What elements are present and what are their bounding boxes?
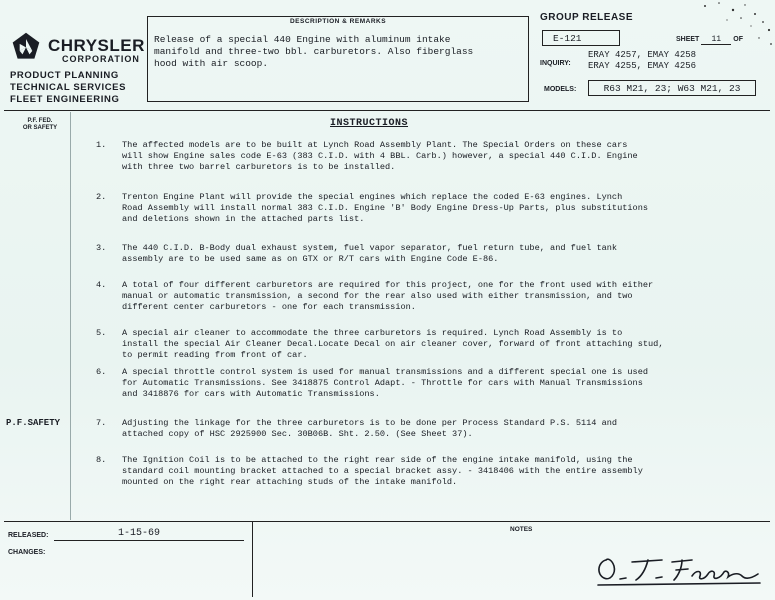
description-box <box>147 16 529 102</box>
inquiry-label: INQUIRY: <box>540 60 571 67</box>
chrysler-logo-block <box>10 28 145 108</box>
pentastar-icon <box>12 32 40 60</box>
item-text: The 440 C.I.D. B-Body dual exhaust system, fuel vapor separator, fuel return tube, and fuel tank assembly are to be used same as on GTX or R/T cars with Engine Code E-86. <box>122 243 618 264</box>
header-divider <box>4 110 770 111</box>
brand-sub: CORPORATION <box>62 54 140 64</box>
item-text: The affected models are to be built at Lynch Road Assembly Plant. The Special Orders on these cars will show Engine sales code E-63 (383 C.I.D. with 4 BBL. Carb.) however, a special 440 C.I.D. Engine with three two barrel carburetors is to be installed. <box>122 140 638 172</box>
pf-safety-header: P.F. FED. OR SAFETY <box>22 118 58 131</box>
sheet-label: SHEET <box>676 36 700 43</box>
item-number: 1. <box>96 140 107 150</box>
item-text: Adjusting the linkage for the three carburetors is to be done per Process Standard P.S. 5114 and attached copy of HSC 2925900 Sec. 30B06B. Sht. 2.50. (See Sheet 37). <box>122 418 618 439</box>
group-release-label: GROUP RELEASE <box>540 12 633 23</box>
item-number: 4. <box>96 280 107 290</box>
pf-safety-marker: P.F.SAFETY <box>6 418 61 428</box>
left-column-divider <box>70 112 71 520</box>
sheet-indicator <box>676 35 743 45</box>
scan-speckle <box>685 0 775 55</box>
models-value: R63 M21, 23; W63 M21, 23 <box>588 80 756 96</box>
description-text: Release of a special 440 Engine with aluminum intake manifold and three-two bbl. carburetors. Also fiberglass hood with air scoop. <box>154 34 474 69</box>
notes-divider <box>252 521 253 597</box>
item-text: A total of four different carburetors are required for this project, one for the front used with either manual or automatic transmission, a second for the rear also used with either transmission, and two different center carburetors - one for each transmission. <box>122 280 654 312</box>
item-text: Trenton Engine Plant will provide the special engines which replace the coded E-63 engines. Lynch Road Assembly will install normal 383 C.I.D. Engine 'B' Body Engine Dress-Up Parts, plus substitutions and deletions shown in the attached parts list. <box>122 192 649 224</box>
inquiry-value: ERAY 4257, EMAY 4258 ERAY 4255, EMAY 4256 <box>588 50 697 71</box>
item-text: A special throttle control system is used for manual transmissions and a different special one is used for Automatic Transmissions. See 3418875 Control Adapt. - Throttle for cars with Manual Transmissions and 3418876 for cars with Automatic Transmissions. <box>122 367 649 399</box>
item-number: 5. <box>96 328 107 338</box>
item-number: 3. <box>96 243 107 253</box>
changes-label: CHANGES: <box>8 549 46 556</box>
item-number: 8. <box>96 455 107 465</box>
brand-name: CHRYSLER <box>48 36 145 55</box>
description-label: DESCRIPTION & REMARKS <box>289 18 387 25</box>
handwritten-signature <box>592 552 764 588</box>
released-underline <box>54 540 244 541</box>
dept-fleet-engineering: FLEET ENGINEERING <box>10 94 120 105</box>
dept-technical-services: TECHNICAL SERVICES <box>10 82 127 93</box>
sheet-number: 11 <box>701 35 731 45</box>
instructions-title: INSTRUCTIONS <box>330 118 409 129</box>
item-text: A special air cleaner to accommodate the three carburetors is required. Lynch Road Assembly is to install the special Air Cleaner Decal.Locate Decal on air cleaner cover, forward of front attaching stud, to permit reading from front of car. <box>122 328 664 360</box>
dept-product-planning: PRODUCT PLANNING <box>10 70 119 81</box>
sheet-of-label: OF <box>733 36 743 43</box>
notes-label: NOTES <box>510 526 533 533</box>
released-date: 1-15-69 <box>118 528 161 539</box>
released-label: RELEASED: <box>8 532 49 539</box>
item-number: 2. <box>96 192 107 202</box>
group-release-value: E-121 <box>542 30 620 46</box>
item-number: 7. <box>96 418 107 428</box>
models-label: MODELS: <box>544 86 577 93</box>
item-text: The Ignition Coil is to be attached to the right rear side of the engine intake manifold, using the standard coil mounting bracket attached to a special bracket assy. - 3418406 with the entire assembly mounted on the right rear attaching studs of the intake manifold. <box>122 455 643 487</box>
item-number: 6. <box>96 367 107 377</box>
